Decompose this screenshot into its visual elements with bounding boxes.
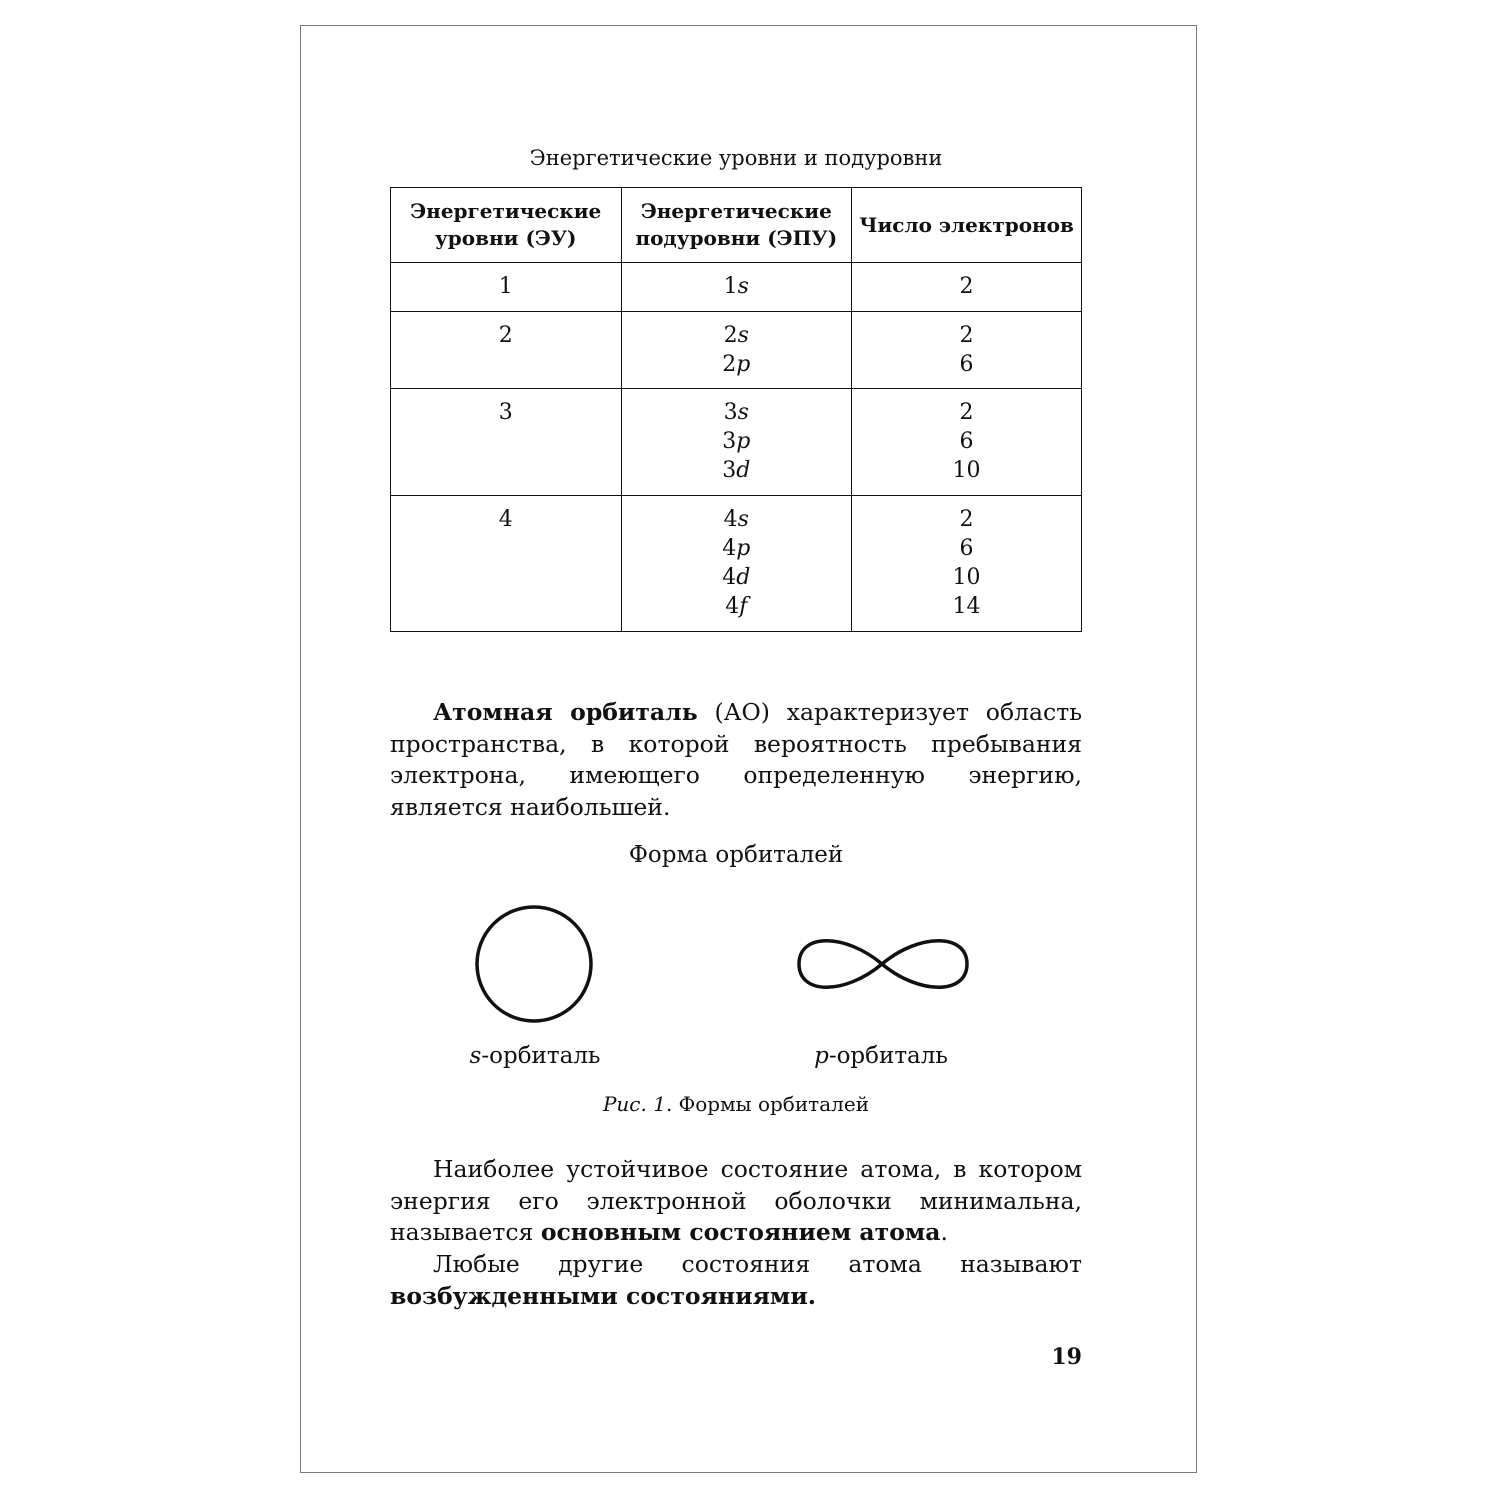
- electrons-value: 2: [959, 323, 974, 348]
- book-page: [300, 25, 1197, 1473]
- level-value: 2: [498, 323, 513, 348]
- electrons-value: 2: [959, 507, 974, 532]
- sublevel-cell: [621, 496, 852, 632]
- level-cell: [391, 389, 622, 496]
- electrons-cell: [852, 312, 1082, 389]
- page-number: 19: [1051, 1344, 1082, 1370]
- figure-caption: Рис. 1. Формы орбиталей: [602, 1092, 870, 1116]
- table-row: [391, 496, 1082, 632]
- excited-state-paragraph: Любые другие состояния атома называют возбужденными состояниями.: [390, 1250, 1082, 1310]
- header-sublevels: Энергетические подуровни (ЭПУ): [621, 188, 852, 263]
- sublevel-value: 4p: [722, 536, 751, 561]
- level-value: 1: [498, 274, 513, 299]
- electrons-value: 14: [952, 594, 981, 619]
- figure-title: Форма орбиталей: [628, 842, 844, 868]
- level-cell: [391, 312, 622, 389]
- orbital-definition: [390, 697, 1082, 823]
- electrons-value: 2: [959, 274, 974, 299]
- orbital-definition-text: (АО) характеризует область пространства, в которой вероятность пребывания электрона, имеющего определенную энергию, является наибольшей.: [390, 698, 1083, 821]
- table-row: [391, 389, 1082, 496]
- electrons-cell: [852, 496, 1082, 632]
- electrons-cell: [852, 389, 1082, 496]
- orbital-term: Атомная орбиталь: [433, 698, 698, 726]
- level-value: 3: [498, 400, 513, 425]
- electrons-value: 2: [959, 400, 974, 425]
- ground-state-term: основным состоянием атома: [540, 1218, 941, 1246]
- level-cell: [391, 263, 622, 312]
- level-cell: [391, 496, 622, 632]
- table-title: Энергетические уровни и подуровни: [529, 146, 943, 170]
- sublevel-value: 4s: [723, 507, 749, 532]
- p-orbital-label: p-орбиталь: [814, 1043, 948, 1069]
- table-row: [391, 312, 1082, 389]
- sublevel-value: 4d: [722, 565, 751, 590]
- energy-levels-table: [390, 187, 1082, 632]
- table-row: [391, 263, 1082, 312]
- sublevel-cell: [621, 312, 852, 389]
- sublevel-value: 3d: [722, 458, 751, 483]
- sublevel-cell: [621, 389, 852, 496]
- header-levels: Энергетические уровни (ЭУ): [391, 188, 622, 263]
- electrons-value: 10: [952, 565, 981, 590]
- electrons-value: 6: [959, 429, 974, 454]
- orbital-figure: [390, 886, 1082, 1026]
- sublevel-value: 2s: [723, 323, 749, 348]
- ground-state-paragraph: Наиболее устойчивое состояние атома, в котором энергия его электронной оболочки минимальна, называется основным состоянием атома.: [390, 1155, 1082, 1246]
- electrons-value: 6: [959, 536, 974, 561]
- electrons-cell: [852, 263, 1082, 312]
- orbital-shapes: [390, 886, 1082, 1026]
- sublevel-value: 3p: [722, 429, 751, 454]
- s-orbital-circle: [477, 907, 591, 1021]
- header-electrons: Число электронов: [852, 188, 1082, 263]
- table-header-row: [391, 188, 1082, 263]
- sublevel-cell: [621, 263, 852, 312]
- sublevel-value: 4f: [725, 594, 748, 619]
- table-body: [391, 263, 1082, 632]
- sublevel-value: 1s: [723, 274, 749, 299]
- s-orbital-label: s-орбиталь: [469, 1043, 601, 1069]
- p-orbital-figure-eight: [799, 941, 967, 988]
- excited-state-term: возбужденными состояниями: [390, 1281, 808, 1310]
- sublevel-value: 3s: [723, 400, 749, 425]
- level-value: 4: [498, 507, 513, 532]
- electrons-value: 10: [952, 458, 981, 483]
- sublevel-value: 2p: [722, 352, 751, 377]
- electrons-value: 6: [959, 352, 974, 377]
